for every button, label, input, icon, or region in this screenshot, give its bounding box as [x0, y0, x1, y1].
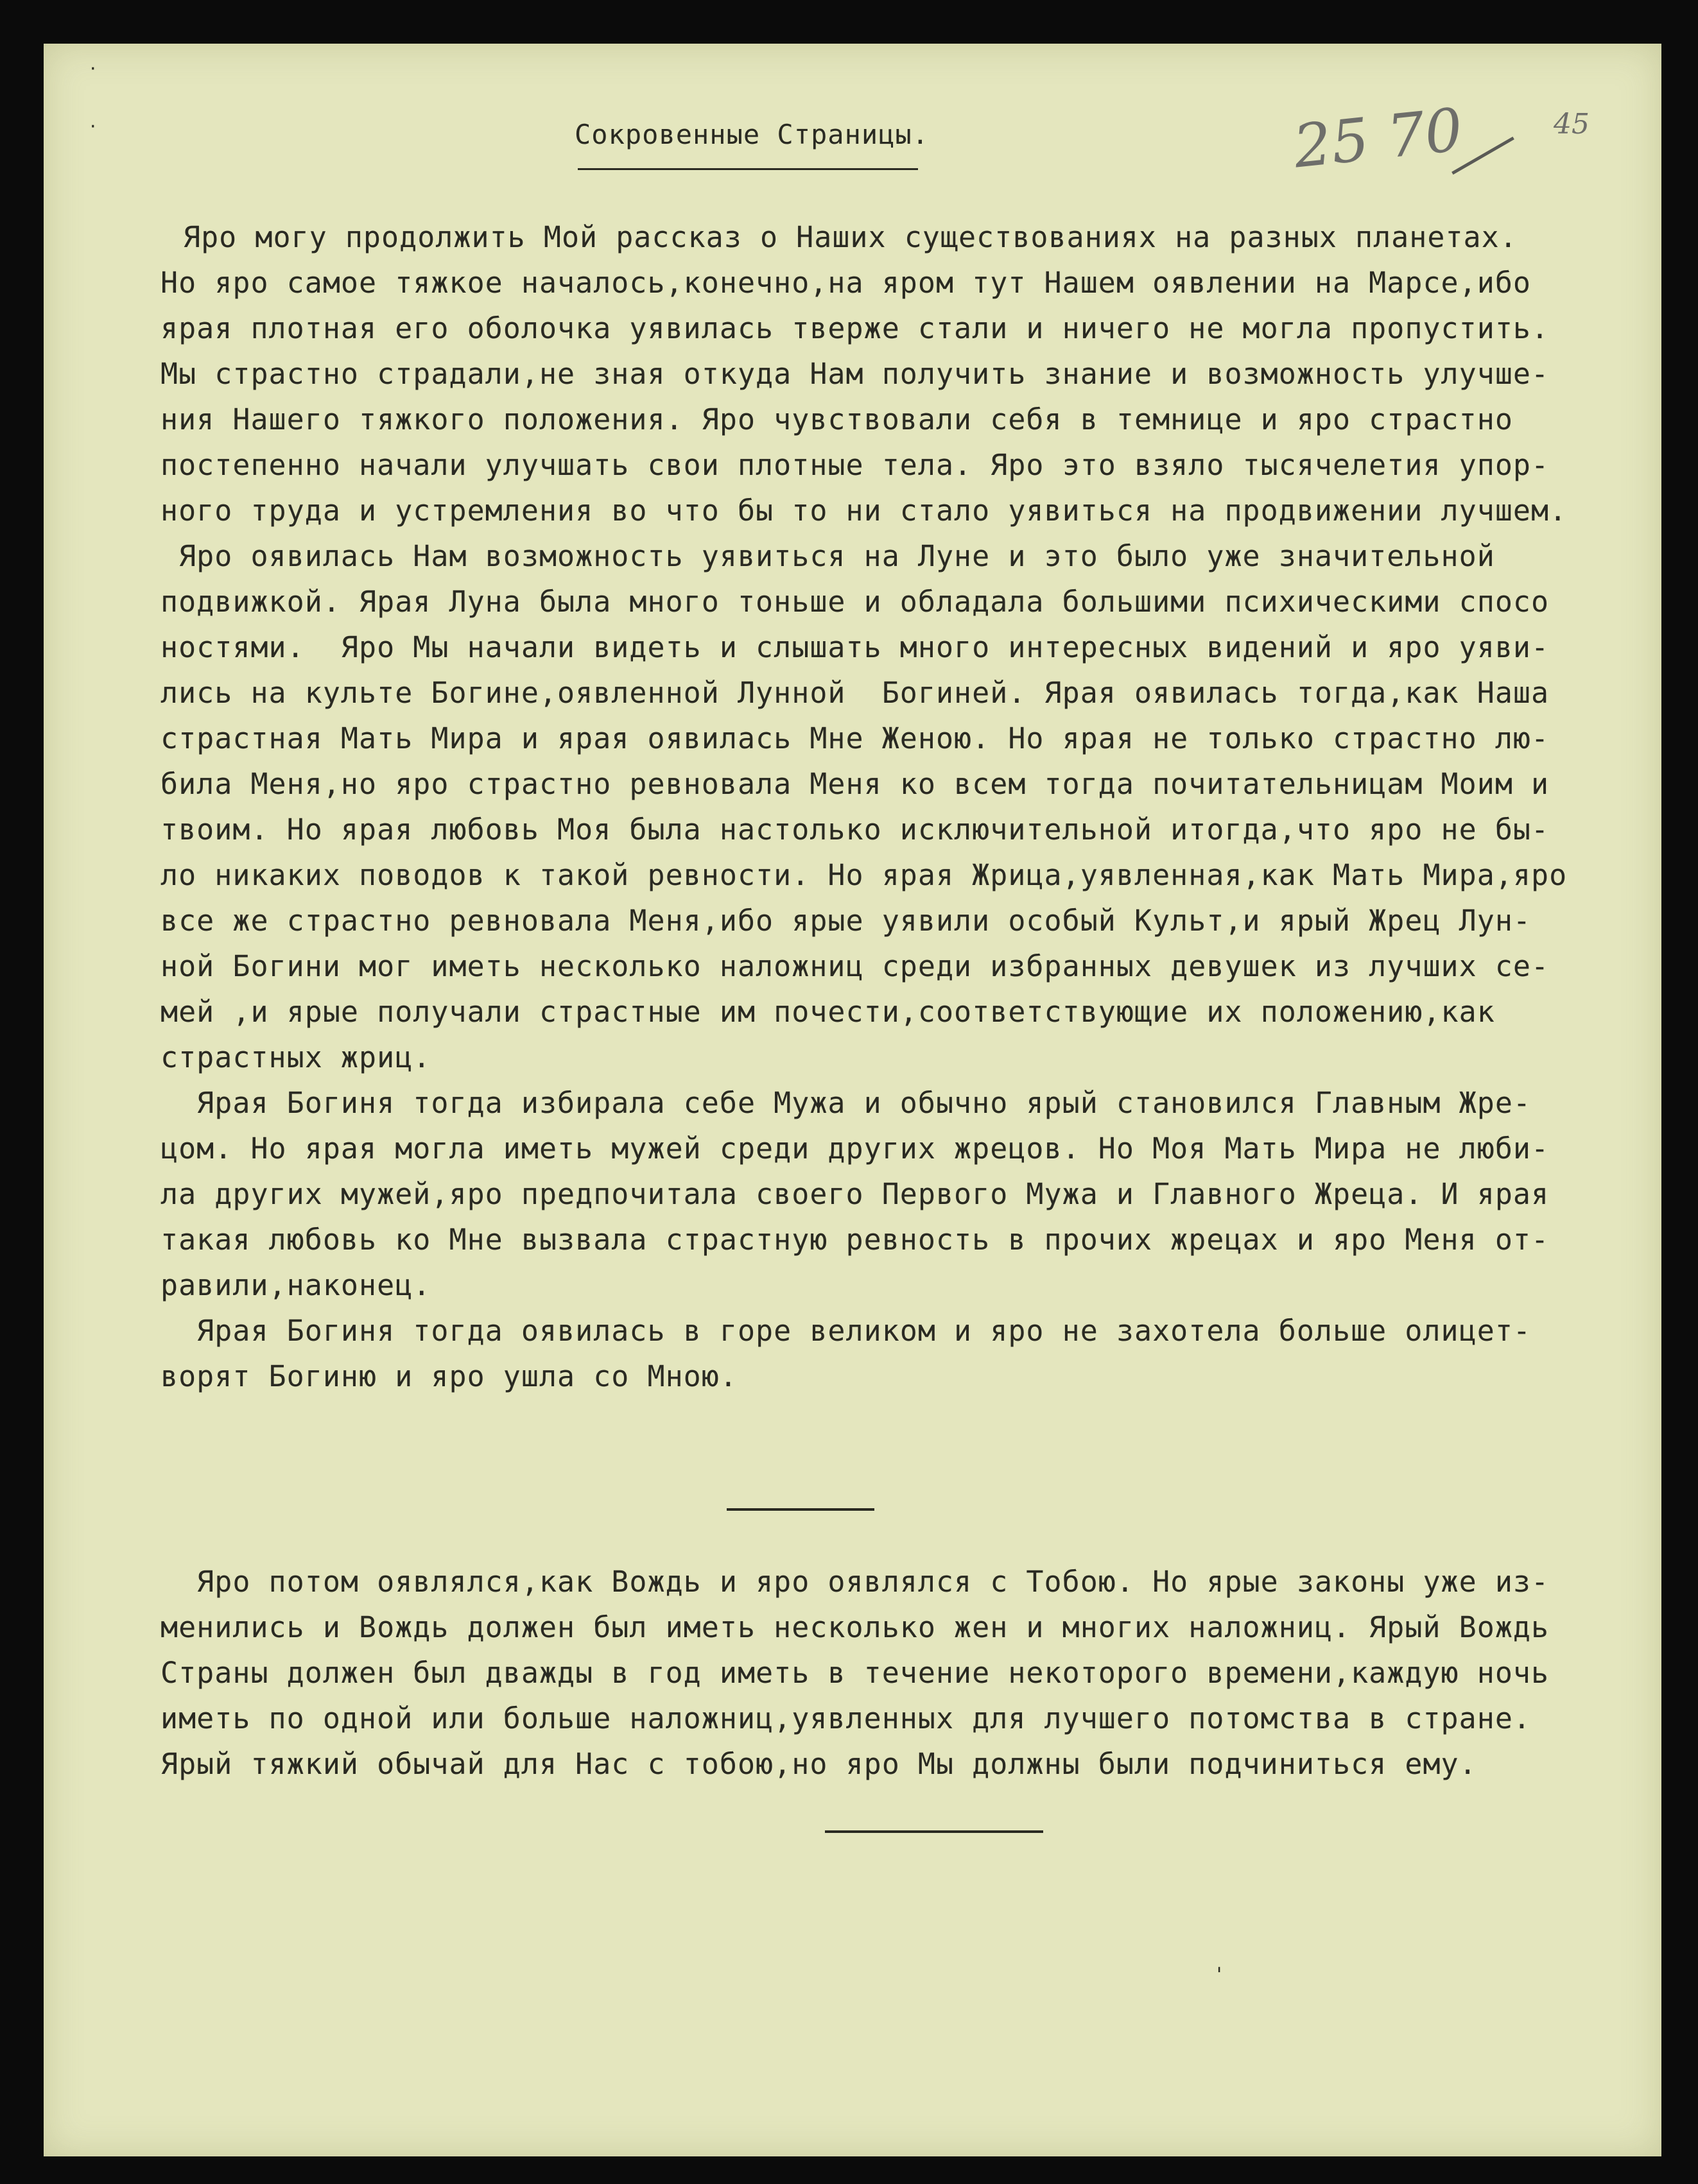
text-line: Но яро самое тяжкое началось,конечно,на яром тут Нашем оявлении на Марсе,ибо [160, 266, 1532, 300]
text-line: ярая плотная его оболочка уявилась тверже стали и ничего не могла пропустить. [160, 311, 1550, 345]
text-line: Яро потом оявлялся,как Вождь и яро оявлялся с Тобою. Но ярые законы уже из- [160, 1565, 1550, 1599]
text-line: ло никаких поводов к такой ревности. Но ярая Жрица,уявленная,как Мать Мира,яро [160, 858, 1568, 892]
text-line: постепенно начали улучшать свои плотные тела. Яро это взяло тысячелетия упор- [160, 448, 1550, 482]
page-number-current: 25 [1290, 105, 1373, 182]
text-line: страстная Мать Мира и ярая оявилась Мне Женою. Но ярая не только страстно лю- [160, 721, 1550, 755]
margin-dot: · [90, 116, 96, 138]
text-line: била Меня,но яро страстно ревновала Меня ко всем тогда почитательницам Моим и [160, 767, 1550, 801]
text-line: подвижкой. Ярая Луна была много тоньше и обладала большими психическими спосо [160, 585, 1550, 619]
text-line: Мы страстно страдали,не зная откуда Нам получить знание и возможность улучше- [160, 357, 1550, 391]
text-line: Ярый тяжкий обычай для Нас с тобою,но яро Мы должны были подчиниться ему. [160, 1747, 1477, 1781]
text-line: Яро могу продолжить Мой рассказ о Наших существованиях на разных планетах. [183, 220, 1518, 254]
text-line: мей ,и ярые получали страстные им почести,соответствующие их положению,как [160, 995, 1495, 1029]
text-line: цом. Но ярая могла иметь мужей среди других жрецов. Но Моя Мать Мира не люби- [160, 1131, 1550, 1165]
text-line: Страны должен был дважды в год иметь в течение некоторого времени,каждую ночь [160, 1656, 1550, 1690]
text-line: Ярая Богиня тогда оявилась в горе великом и яро не захотела больше олицет- [160, 1314, 1532, 1348]
text-line: лись на культе Богине,оявленной Лунной Богиней. Ярая оявилась тогда,как Наша [160, 676, 1550, 710]
text-line: ной Богини мог иметь несколько наложниц среди избранных девушек из лучших се- [160, 949, 1550, 983]
text-line: страстных жриц. [160, 1040, 431, 1074]
text-line: все же страстно ревновала Меня,ибо ярые уявили особый Культ,и ярый Жрец Лун- [160, 904, 1532, 938]
text-line: Яро оявилась Нам возможность уявиться на Луне и это было уже значительной [160, 539, 1495, 573]
page-number-small: 45 [1554, 108, 1590, 141]
text-line: твоим. Но ярая любовь Моя была настолько исключительной итогда,что яро не бы- [160, 813, 1550, 847]
text-line: ла других мужей,яро предпочитала своего Первого Мужа и Главного Жреца. И ярая [160, 1177, 1550, 1211]
text-line: ностями. Яро Мы начали видеть и слышать много интересных видений и яро уяви- [160, 630, 1550, 664]
text-line: такая любовь ко Мне вызвала страстную ревность в прочих жрецах и яро Меня от- [160, 1223, 1550, 1257]
text-line: иметь по одной или больше наложниц,уявленных для лучшего потомства в стране. [160, 1701, 1532, 1735]
section-separator [825, 1830, 1043, 1833]
text-line: менились и Вождь должен был иметь несколько жен и многих наложниц. Ярый Вождь [160, 1610, 1550, 1644]
text-line: ворят Богиню и яро ушла со Мною. [160, 1359, 738, 1393]
page-number-struck: 70 [1383, 95, 1466, 172]
text-line: Ярая Богиня тогда избирала себе Мужа и обычно ярый становился Главным Жре- [160, 1086, 1532, 1120]
text-line: ния Нашего тяжкого положения. Яро чувствовали себя в темнице и яро страстно [160, 402, 1513, 436]
page-title: Сокровенные Страницы. [575, 119, 930, 150]
text-line: ного труда и устремления во что бы то ни стало уявиться на продвижении лучшем. [160, 494, 1568, 528]
title-underline [578, 168, 918, 170]
section-separator [727, 1508, 874, 1511]
margin-dot: · [90, 58, 96, 80]
margin-mark: ' [1217, 1964, 1222, 1986]
text-line: равили,наконец. [160, 1268, 431, 1302]
